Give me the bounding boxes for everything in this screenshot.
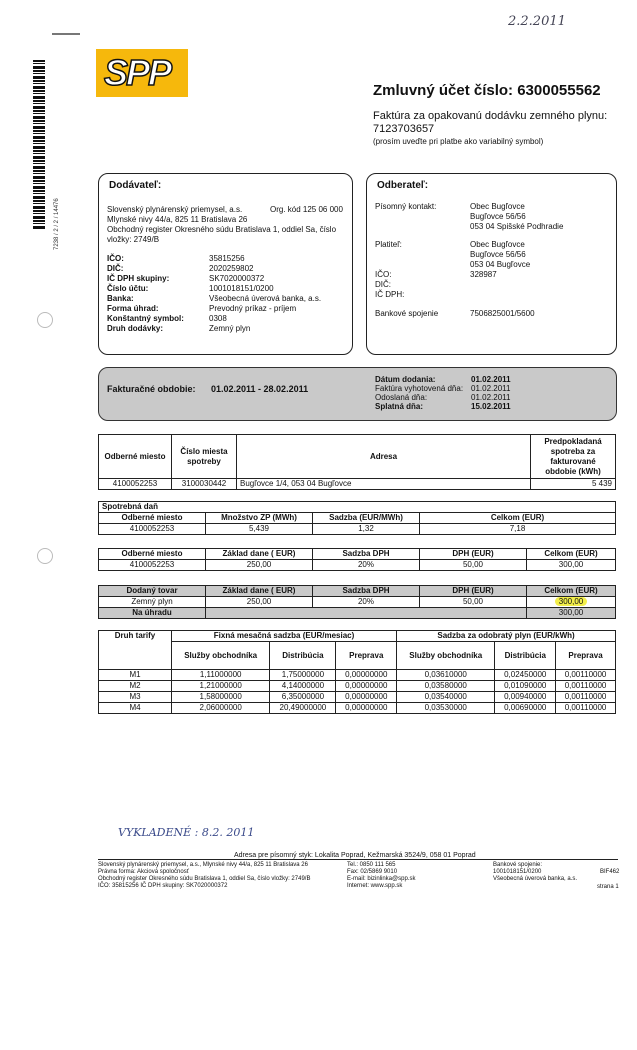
period-date-value: 01.02.2011 — [471, 393, 511, 402]
footer-company — [98, 862, 310, 890]
supplier-field-label: Forma úhrad: — [107, 304, 159, 313]
supplier-org-code: Org. kód 125 06 000 — [270, 205, 343, 214]
footer-line: Bankové spojenie: — [493, 862, 543, 868]
table-row: 4100052253 5,439 1,32 7,18 — [99, 524, 616, 535]
handwritten-signature-note: VYKLADENÉ : 8.2. 2011 — [118, 826, 255, 839]
spp-logo: SPP — [96, 49, 188, 97]
supplier-field-value: 35815256 — [209, 254, 245, 263]
footer-bank — [493, 862, 577, 883]
supplier-field-label: DIČ: — [107, 264, 124, 273]
payer-line-3: 053 04 Bugľovce — [470, 260, 531, 269]
supplier-field-value: Prevodný príkaz - príjem — [209, 304, 297, 313]
period-date-label: Splatná dňa: — [375, 402, 424, 411]
footer-line: Právna forma: Akciová spoločnosť — [98, 869, 189, 875]
period-date-label: Odoslaná dňa: — [375, 393, 428, 402]
col-tariff: Druh tarify — [99, 631, 172, 670]
col-expected-consumption: Predpokladaná spotreba za fakturované obdobie (kWh) — [531, 435, 616, 479]
supplier-field-label: Banka: — [107, 294, 134, 303]
footer-line: Obchodný register Okresného súdu Bratislava 1, oddiel Sa, číslo vložky: 2749/B — [98, 876, 311, 882]
footer-line: IČO: 35815256 IČ DPH skupiny: SK7020000372 — [98, 883, 228, 889]
supplier-field-label: Konštantný symbol: — [107, 314, 184, 323]
supplier-field-value: 1001018151/0200 — [209, 284, 274, 293]
footer-line: 1001018151/0200 — [493, 869, 542, 875]
bank-account: 7506825001/5600 — [470, 309, 535, 318]
period-date-value: 01.02.2011 — [471, 375, 511, 384]
payer-line-2: Bugľovce 56/56 — [470, 250, 526, 259]
supplier-address: Mlynské nivy 44/a, 825 11 Bratislava 26 — [107, 215, 248, 224]
supplier-field-label: Druh dodávky: — [107, 324, 164, 333]
table-row: M1 1,11000000 1,75000000 0,00000000 0,03610000 0,02450000 0,00110000 — [99, 670, 616, 681]
supplier-field-value: 2020259802 — [209, 264, 254, 273]
table-row: M2 1,21000000 4,14000000 0,00000000 0,03580000 0,01090000 0,00110000 — [99, 681, 616, 692]
barcode — [33, 60, 45, 230]
delivered-goods-table: Dodaný tovar Základ dane ( EUR) Sadzba DPH DPH (EUR) Celkom (EUR) Zemný plyn 250,00 20% 50,00 300,00 Na úhradu 300,00 — [98, 585, 616, 619]
customer-ico-label: IČO: — [375, 270, 392, 279]
postal-address: Adresa pre písomný styk: Lokalita Poprad, Kežmarská 3524/9, 058 01 Poprad — [234, 852, 476, 859]
supplier-field-label: Číslo účtu: — [107, 284, 149, 293]
customer-dic-label: DIČ: — [375, 280, 391, 289]
handwritten-date: 2.2.2011 — [508, 14, 566, 29]
col-place: Odberné miesto — [99, 435, 172, 479]
bank-label: Bankové spojenie — [375, 309, 439, 318]
footer-line: Všeobecná úverová banka, a.s. — [493, 876, 578, 882]
customer-icdph-label: IČ DPH: — [375, 290, 405, 299]
table-row: M3 1,58000000 6,35000000 0,00000000 0,03540000 0,00940000 0,00110000 — [99, 692, 616, 703]
consumption-tax-title: Spotrebná daň — [99, 502, 616, 513]
tariff-rows — [99, 670, 616, 714]
form-code: BIF462 — [600, 869, 620, 875]
supplier-field-label: IČ DPH skupiny: — [107, 274, 170, 283]
contact-line-2: Bugľovce 56/56 — [470, 212, 526, 221]
footer-line: Fax: 02/5869 9010 — [347, 869, 398, 875]
consumption-place-table — [98, 434, 616, 490]
margin-dash — [52, 33, 80, 35]
supplier-field-value: Všeobecná úverová banka, a.s. — [209, 294, 322, 303]
supplier-field-value: Zemný plyn — [209, 324, 251, 333]
footer-line: Tel.: 0850 111 565 — [347, 862, 396, 868]
table-row: Zemný plyn 250,00 20% 50,00 300,00 — [99, 597, 616, 608]
footer-contact — [347, 862, 415, 890]
punch-hole — [37, 312, 53, 328]
period-date-value: 15.02.2011 — [471, 402, 511, 411]
footer-line: Slovenský plynárenský priemysel, a.s., Mlynské nivy 44/a, 825 11 Bratislava 26 — [98, 862, 308, 868]
supplier-box — [98, 173, 353, 355]
group-fixed: Fixná mesačná sadzba (EUR/mesiac) — [172, 631, 397, 642]
table-row: 4100052253 3100030442 Bugľovce 1/4, 053 04 Bugľovce 5 439 — [99, 479, 616, 490]
period-date-value: 01.02.2011 — [471, 384, 511, 393]
tariff-table: Druh tarify Fixná mesačná sadzba (EUR/mesiac) Sadzba za odobratý plyn (EUR/kWh) Služby obchodníka Distribúcia Preprava Služby obchodníka Distribúcia Preprava M1 1,11000000 1,75000000 0,00000000 0,03610000 0,02450000 0,00110000 M2 1,21000000 4,14000000 0,00000000 0,03580000 0,01090000 0,00110000 M3 1,58000000 6,35000000 0,00000000 0,03540000 0,00940000 0,00110000 M4 2,06000000 20,49000000 0,00000000 0,03530000 0,00690000 0,00110000 — [98, 630, 616, 714]
invoice-note: (prosím uveďte pri platbe ako variabilný symbol) — [373, 137, 544, 146]
due-label: Na úhradu — [99, 608, 206, 619]
supplier-field-value: SK7020000372 — [209, 274, 265, 283]
group-rate: Sadzba za odobratý plyn (EUR/kWh) — [397, 631, 616, 642]
supplier-field-value: 0308 — [209, 314, 227, 323]
consumption-tax-table: Spotrebná daň Odberné miesto Množstvo ZP (MWh) Sadzba (EUR/MWh) Celkom (EUR) 4100052253 5,439 1,32 7,18 — [98, 501, 616, 535]
col-spot-number: Číslo miesta spotreby — [172, 435, 237, 479]
billing-period-label: Fakturačné obdobie: — [107, 384, 196, 394]
supplier-heading: Dodávateľ: — [109, 180, 162, 191]
contract-account-title: Zmluvný účet číslo: 6300055562 — [373, 82, 601, 99]
customer-ico: 328987 — [470, 270, 497, 279]
col-address: Adresa — [237, 435, 531, 479]
footer-line: Internet: www.spp.sk — [347, 883, 403, 889]
table-row: 4100052253 250,00 20% 50,00 300,00 — [99, 560, 616, 571]
contact-line-3: 053 04 Spišské Podhradie — [470, 222, 564, 231]
period-date-label: Dátum dodania: — [375, 375, 436, 384]
supplier-name: Slovenský plynárenský priemysel, a.s. — [107, 205, 243, 214]
footer-divider — [98, 859, 618, 860]
period-date-label: Faktúra vyhotovená dňa: — [375, 384, 464, 393]
footer-line: E-mail: bizinlinka@spp.sk — [347, 876, 416, 882]
billing-period-box — [98, 367, 617, 421]
supplier-register: Obchodný register Okresného súdu Bratislava 1, oddiel Sa, číslo vložky: 2749/B — [107, 225, 337, 244]
contact-line-1: Obec Bugľovce — [470, 202, 525, 211]
payer-line-1: Obec Bugľovce — [470, 240, 525, 249]
supplier-field-label: IČO: — [107, 254, 124, 263]
customer-heading: Odberateľ: — [377, 180, 429, 191]
highlighted-total: 300,00 — [555, 597, 587, 606]
contact-label: Písomný kontakt: — [375, 202, 437, 211]
page-number: strana 1 — [597, 884, 619, 890]
table-row: M4 2,06000000 20,49000000 0,00000000 0,03530000 0,00690000 0,00110000 — [99, 703, 616, 714]
vat-table: Odberné miesto Základ dane ( EUR) Sadzba DPH DPH (EUR) Celkom (EUR) 4100052253 250,00 20% 50,00 300,00 — [98, 548, 616, 571]
customer-box — [366, 173, 617, 355]
payer-label: Platiteľ: — [375, 240, 402, 249]
side-code: 7238 / 2 / 2 / 14476 — [54, 198, 60, 250]
invoice-subtitle: Faktúra za opakovanú dodávku zemného plynu: 7123703657 — [373, 110, 608, 135]
billing-period-value: 01.02.2011 - 28.02.2011 — [211, 384, 309, 394]
punch-hole — [37, 548, 53, 564]
due-value: 300,00 — [527, 608, 616, 619]
